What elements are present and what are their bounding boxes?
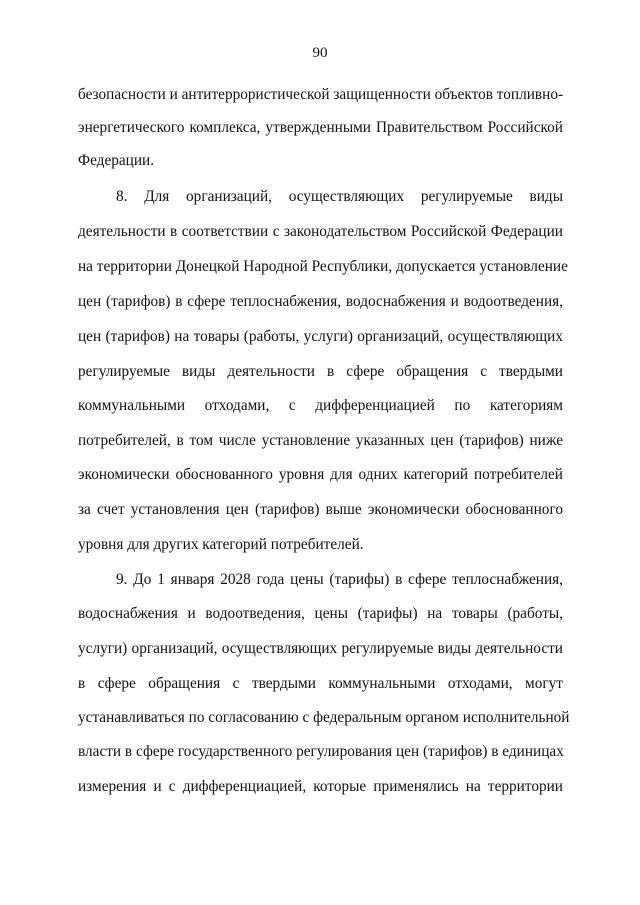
text-line: энергетического комплекса, утвержденными Правительством Российской bbox=[78, 119, 563, 136]
text-line: цен (тарифов) в сфере теплоснабжения, водоснабжения и водоотведения, bbox=[78, 293, 563, 310]
text-line: экономически обоснованного уровня для одних категорий потребителей bbox=[78, 466, 563, 483]
text-line: потребителей, в том числе установление указанных цен (тарифов) ниже bbox=[78, 432, 563, 449]
text-line: водоснабжения и водоотведения, цены (тарифы) на товары (работы, bbox=[78, 605, 563, 622]
page-number: 90 bbox=[312, 45, 328, 61]
text-line: 9. До 1 января 2028 года цены (тарифы) в сфере теплоснабжения, bbox=[116, 571, 563, 588]
text-line: 8. Для организаций, осуществляющих регулируемые виды bbox=[116, 188, 563, 205]
text-line: деятельности в соответствии с законодательством Российской Федерации bbox=[78, 223, 563, 240]
text-line: цен (тарифов) на товары (работы, услуги) организаций, осуществляющих bbox=[78, 328, 563, 345]
text-line: в сфере обращения с твердыми коммунальными отходами, могут bbox=[78, 675, 563, 692]
text-line: устанавливаться по согласованию с федеральным органом исполнительной bbox=[78, 709, 570, 726]
text-line: регулируемые виды деятельности в сфере обращения с твердыми bbox=[78, 363, 563, 380]
text-line: за счет установления цен (тарифов) выше экономически обоснованного bbox=[78, 501, 563, 518]
text-line: безопасности и антитеррористической защищенности объектов топливно- bbox=[78, 86, 564, 103]
text-line: коммунальными отходами, с дифференциацией по категориям bbox=[78, 397, 563, 414]
text-line: услуги) организаций, осуществляющих регулируемые виды деятельности bbox=[78, 640, 563, 657]
text-line: измерения и с дифференциацией, которые применялись на территории bbox=[78, 778, 563, 795]
text-line: уровня для других категорий потребителей. bbox=[78, 536, 364, 553]
text-line: власти в сфере государственного регулирования цен (тарифов) в единицах bbox=[78, 743, 564, 760]
text-line: на территории Донецкой Народной Республики, допускается установление bbox=[78, 258, 568, 275]
text-line: Федерации. bbox=[78, 152, 155, 169]
